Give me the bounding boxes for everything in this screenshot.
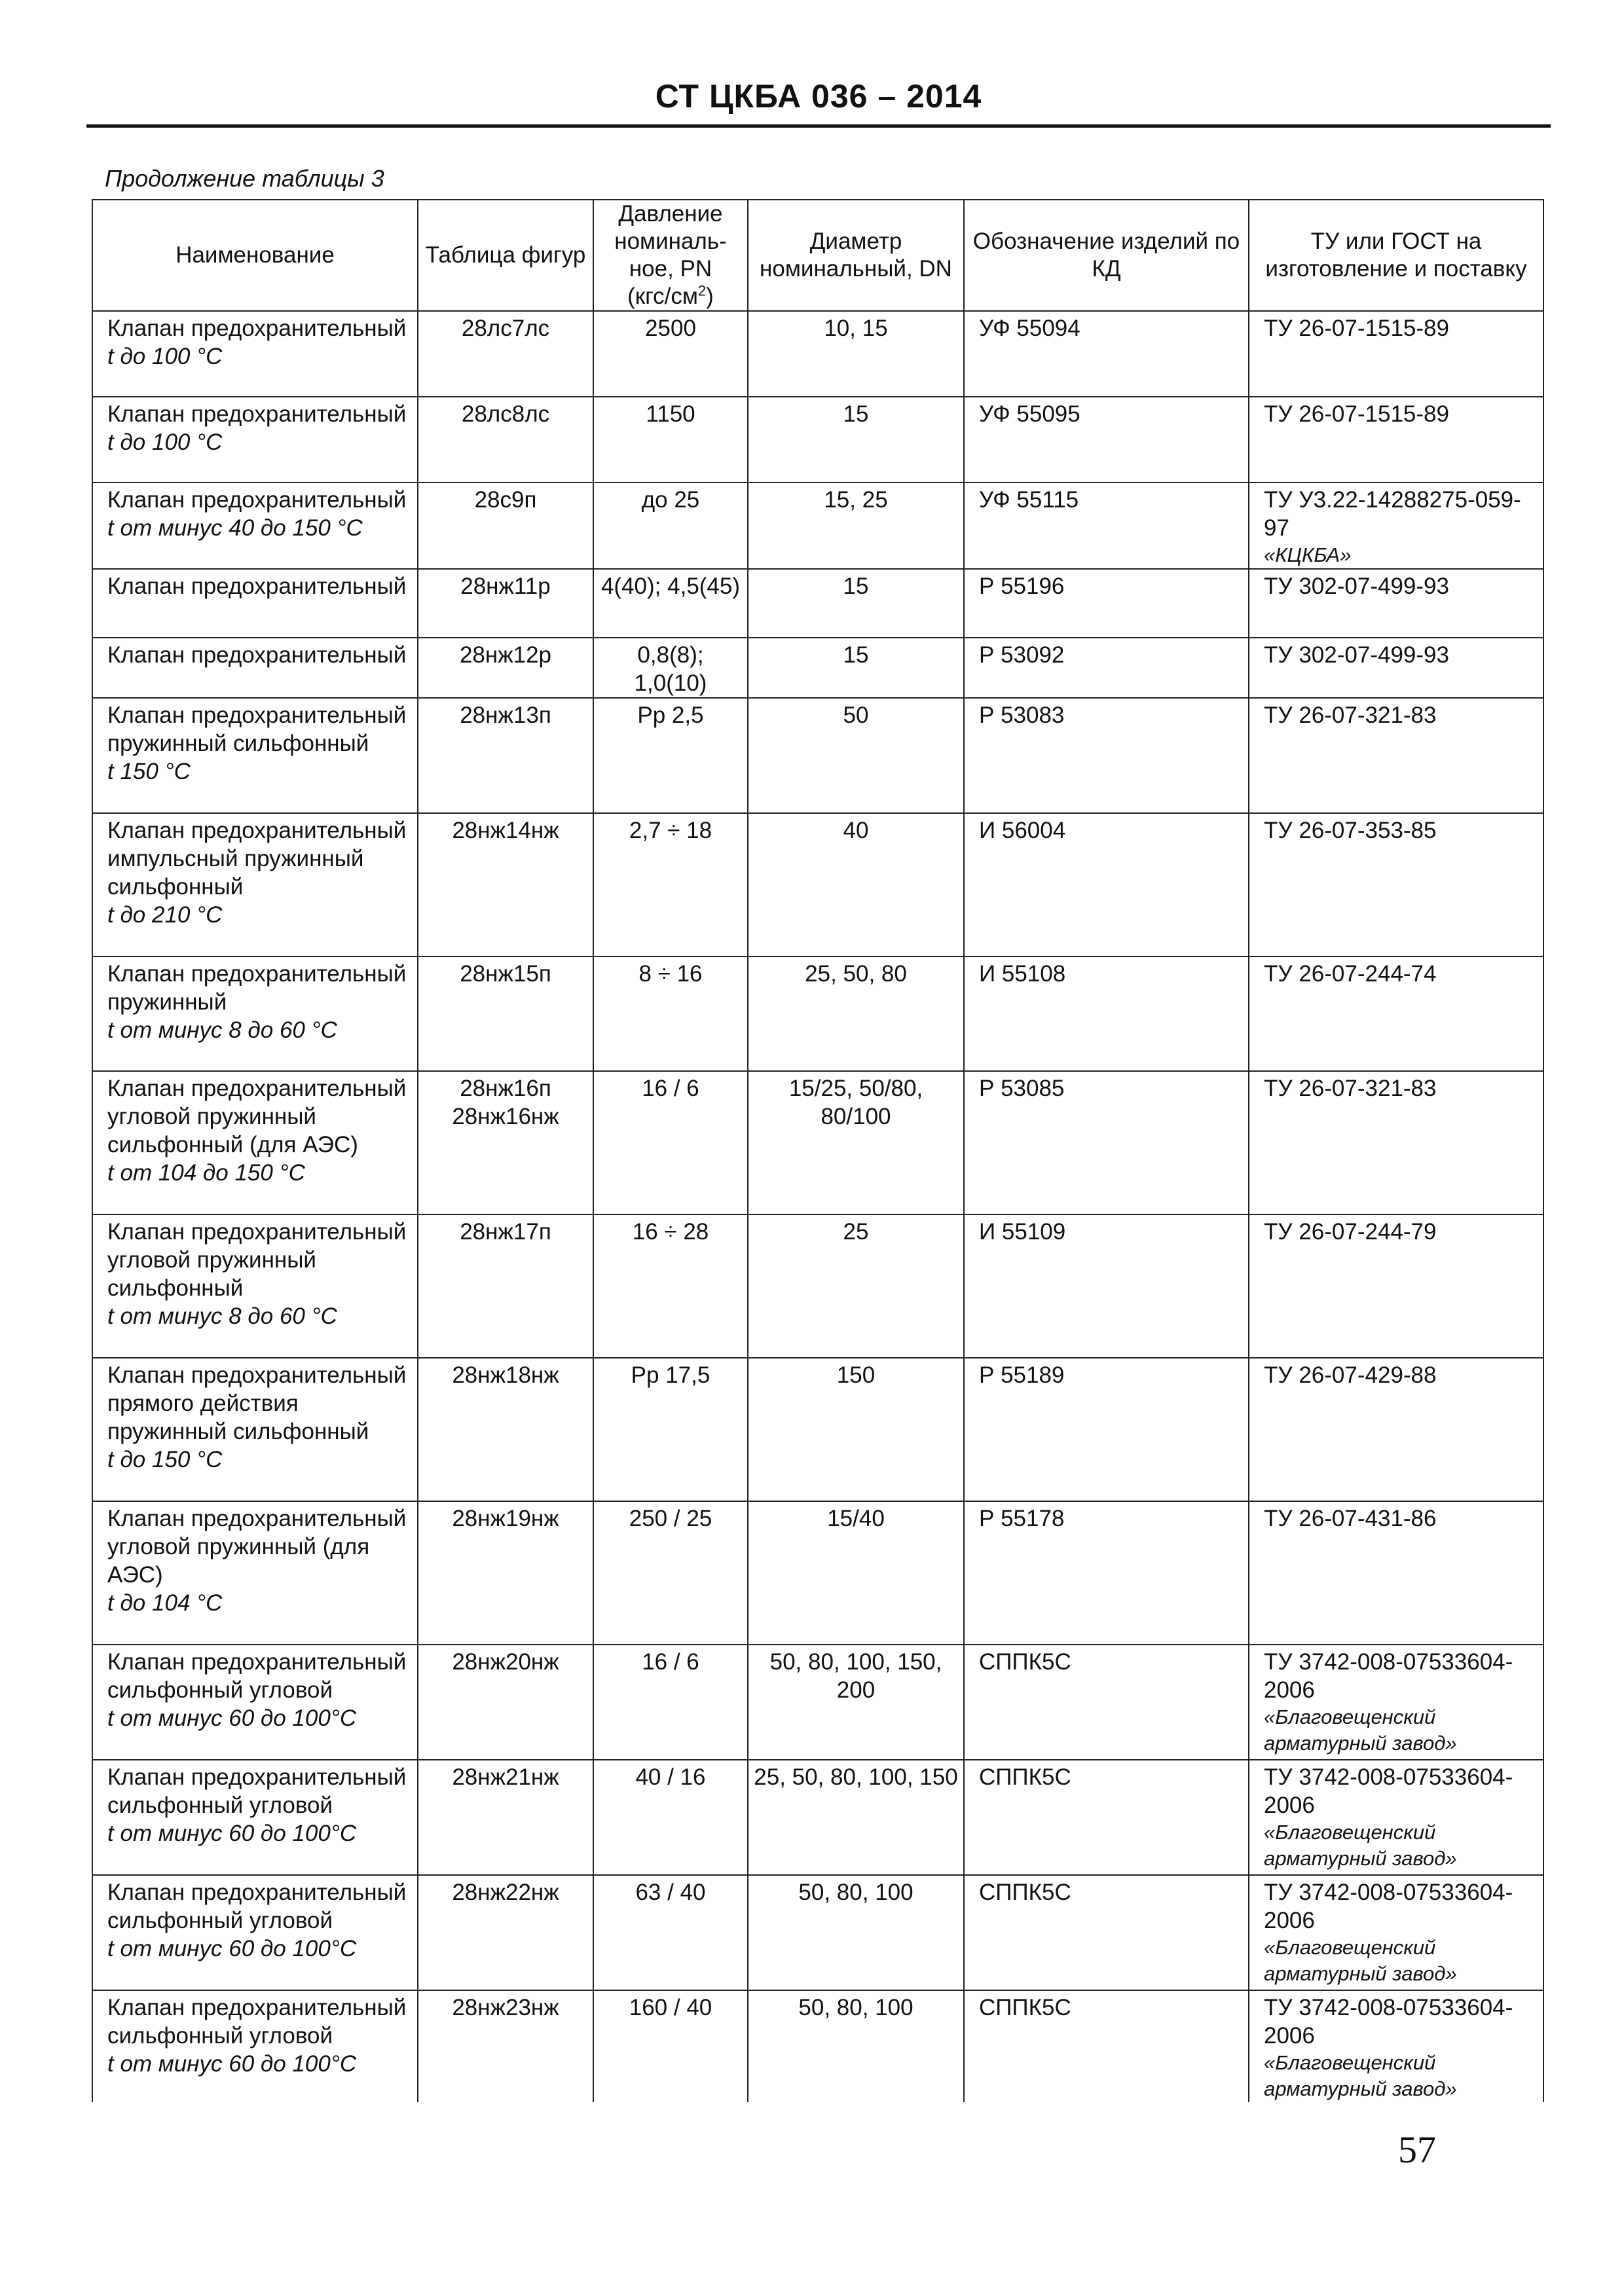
- cell-standard: [1249, 698, 1543, 813]
- cell-pressure: 4(40); 4,5(45): [593, 569, 748, 638]
- table-row: [92, 813, 1543, 957]
- cell-designation: Р 55178: [964, 1501, 1249, 1645]
- manufacturer-name: «Благовещенский арматурный завод»: [1264, 1821, 1457, 1870]
- cell-pressure: 160 / 40: [593, 1990, 748, 2102]
- standard-code: ТУ 26-07-353-85: [1264, 818, 1437, 843]
- cell-designation: СППК5С: [964, 1875, 1249, 1990]
- cell-pressure: 0,8(8); 1,0(10): [593, 638, 748, 698]
- valve-name: Клапан предохранительный: [107, 401, 407, 427]
- table-row: [92, 1501, 1543, 1645]
- cell-diameter: 15, 25: [748, 483, 964, 569]
- standard-code: ТУ 302-07-499-93: [1264, 642, 1449, 668]
- header-diameter: Диаметр номинальный, DN: [748, 200, 964, 311]
- cell-standard: [1249, 1071, 1543, 1214]
- cell-figure: 28лс8лс: [418, 397, 593, 483]
- cell-standard: [1249, 1501, 1543, 1645]
- cell-designation: Р 55196: [964, 569, 1249, 638]
- cell-designation: УФ 55115: [964, 483, 1249, 569]
- cell-name: [92, 569, 418, 638]
- valve-name: Клапан предохранительный: [107, 642, 407, 668]
- cell-name: [92, 813, 418, 957]
- cell-designation: Р 53083: [964, 698, 1249, 813]
- cell-pressure: 2500: [593, 311, 748, 397]
- standard-code: ТУ 3742-008-07533604-2006: [1264, 1649, 1513, 1703]
- cell-name: [92, 1071, 418, 1214]
- header-pressure-label: Давление номиналь-ное, PN: [614, 201, 727, 282]
- table-row: [92, 1214, 1543, 1358]
- cell-pressure: Рр 2,5: [593, 698, 748, 813]
- cell-designation: СППК5С: [964, 1990, 1249, 2102]
- temperature-range: t 150 °С: [107, 759, 191, 784]
- table-body: [92, 311, 1543, 2102]
- cell-pressure: 8 ÷ 16: [593, 957, 748, 1071]
- cell-diameter: 15: [748, 638, 964, 698]
- cell-pressure: 16 / 6: [593, 1071, 748, 1214]
- table-row: [92, 397, 1543, 483]
- cell-name: [92, 638, 418, 698]
- cell-figure: 28с9п: [418, 483, 593, 569]
- cell-diameter: 15: [748, 569, 964, 638]
- cell-figure: 28лс7лс: [418, 311, 593, 397]
- valve-name: Клапан предохранительный: [107, 487, 407, 513]
- cell-diameter: 25, 50, 80: [748, 957, 964, 1071]
- cell-designation: СППК5С: [964, 1645, 1249, 1760]
- cell-designation: СППК5С: [964, 1760, 1249, 1875]
- cell-diameter: 150: [748, 1358, 964, 1501]
- cell-name: [92, 1214, 418, 1358]
- standard-code: ТУ 26-07-244-74: [1264, 961, 1437, 987]
- standard-code: ТУ 26-07-431-86: [1264, 1506, 1437, 1531]
- cell-diameter: 25: [748, 1214, 964, 1358]
- cell-standard: [1249, 813, 1543, 957]
- cell-standard: [1249, 311, 1543, 397]
- cell-diameter: 50: [748, 698, 964, 813]
- cell-standard: [1249, 1645, 1543, 1760]
- cell-designation: Р 53085: [964, 1071, 1249, 1214]
- valve-name: Клапан предохранительный угловой пружинный сильфонный: [107, 1219, 407, 1301]
- cell-name: [92, 957, 418, 1071]
- cell-name: [92, 1358, 418, 1501]
- cell-standard: [1249, 569, 1543, 638]
- valve-name: Клапан предохранительный сильфонный угловой: [107, 1764, 407, 1818]
- manufacturer-name: «Благовещенский арматурный завод»: [1264, 2051, 1457, 2100]
- standard-code: ТУ 26-07-244-79: [1264, 1219, 1437, 1245]
- standard-code: ТУ 26-07-1515-89: [1264, 316, 1449, 341]
- header-pressure-unit: (кгс/см: [627, 283, 698, 309]
- table-row: [92, 698, 1543, 813]
- manufacturer-name: «Благовещенский арматурный завод»: [1264, 1705, 1457, 1755]
- cell-figure: 28нж18нж: [418, 1358, 593, 1501]
- cell-designation: Р 55189: [964, 1358, 1249, 1501]
- cell-figure: 28нж16п 28нж16нж: [418, 1071, 593, 1214]
- valve-table: [92, 199, 1544, 2102]
- standard-code: ТУ У3.22-14288275-059-97: [1264, 487, 1521, 541]
- cell-pressure: 63 / 40: [593, 1875, 748, 1990]
- valve-name: Клапан предохранительный: [107, 316, 407, 341]
- table-row: [92, 311, 1543, 397]
- header-pressure-unit-sup: 2: [697, 282, 707, 299]
- temperature-range: t от 104 до 150 °С: [107, 1160, 305, 1186]
- cell-figure: 28нж22нж: [418, 1875, 593, 1990]
- cell-standard: [1249, 1214, 1543, 1358]
- temperature-range: t до 104 °С: [107, 1590, 223, 1616]
- cell-standard: [1249, 1875, 1543, 1990]
- manufacturer-name: «Благовещенский арматурный завод»: [1264, 1936, 1457, 1985]
- cell-pressure: до 25: [593, 483, 748, 569]
- cell-designation: УФ 55094: [964, 311, 1249, 397]
- page-number: 57: [1398, 2128, 1436, 2171]
- temperature-range: t от минус 60 до 100°С: [107, 1705, 357, 1731]
- cell-figure: 28нж23нж: [418, 1990, 593, 2102]
- cell-name: [92, 483, 418, 569]
- standard-code: ТУ 3742-008-07533604-2006: [1264, 1995, 1513, 2049]
- valve-name: Клапан предохранительный угловой пружинный (для АЭС): [107, 1506, 407, 1588]
- standard-code: ТУ 26-07-429-88: [1264, 1362, 1437, 1388]
- standard-code: ТУ 3742-008-07533604-2006: [1264, 1880, 1513, 1933]
- cell-name: [92, 1990, 418, 2102]
- table-row: [92, 483, 1543, 569]
- cell-name: [92, 1760, 418, 1875]
- temperature-range: t до 150 °С: [107, 1447, 223, 1472]
- temperature-range: t до 100 °С: [107, 344, 223, 369]
- temperature-range: t до 210 °С: [107, 902, 223, 928]
- cell-designation: И 55109: [964, 1214, 1249, 1358]
- cell-diameter: 15: [748, 397, 964, 483]
- cell-diameter: 15/25, 50/80, 80/100: [748, 1071, 964, 1214]
- manufacturer-name: «КЦКБА»: [1264, 543, 1352, 566]
- valve-name: Клапан предохранительный угловой пружинный сильфонный (для АЭС): [107, 1076, 407, 1157]
- valve-name: Клапан предохранительный пружинный сильфонный: [107, 702, 407, 756]
- cell-pressure: 2,7 ÷ 18: [593, 813, 748, 957]
- temperature-range: t от минус 8 до 60 °С: [107, 1303, 337, 1329]
- cell-name: [92, 1645, 418, 1760]
- valve-name: Клапан предохранительный сильфонный угловой: [107, 1880, 407, 1933]
- cell-pressure: 40 / 16: [593, 1760, 748, 1875]
- table-row: [92, 1645, 1543, 1760]
- table-row: [92, 638, 1543, 698]
- standard-code: ТУ 302-07-499-93: [1264, 574, 1449, 599]
- standard-code: ТУ 26-07-321-83: [1264, 702, 1437, 728]
- header-pressure: [593, 200, 748, 311]
- table-row: [92, 569, 1543, 638]
- cell-standard: [1249, 1358, 1543, 1501]
- standard-code: ТУ 26-07-321-83: [1264, 1076, 1437, 1101]
- cell-pressure: 250 / 25: [593, 1501, 748, 1645]
- cell-name: [92, 311, 418, 397]
- cell-pressure: 16 / 6: [593, 1645, 748, 1760]
- document-title: СТ ЦКБА 036 – 2014: [655, 78, 982, 115]
- table-row: [92, 957, 1543, 1071]
- cell-standard: [1249, 638, 1543, 698]
- cell-figure: 28нж21нж: [418, 1760, 593, 1875]
- cell-figure: 28нж15п: [418, 957, 593, 1071]
- table-row: [92, 1760, 1543, 1875]
- cell-figure: 28нж17п: [418, 1214, 593, 1358]
- table-row: [92, 1358, 1543, 1501]
- cell-name: [92, 397, 418, 483]
- temperature-range: t от минус 40 до 150 °С: [107, 515, 363, 541]
- cell-name: [92, 1501, 418, 1645]
- cell-figure: 28нж14нж: [418, 813, 593, 957]
- header-pressure-unit-close: ): [706, 283, 714, 309]
- title-rule: [86, 124, 1551, 128]
- header-name: Наименование: [92, 200, 418, 311]
- temperature-range: t от минус 60 до 100°С: [107, 2051, 357, 2077]
- valve-name: Клапан предохранительный сильфонный угловой: [107, 1649, 407, 1703]
- cell-diameter: 50, 80, 100: [748, 1990, 964, 2102]
- cell-name: [92, 1875, 418, 1990]
- table-row: [92, 1990, 1543, 2102]
- cell-designation: Р 53092: [964, 638, 1249, 698]
- table-row: [92, 1875, 1543, 1990]
- cell-diameter: 40: [748, 813, 964, 957]
- valve-name: Клапан предохранительный сильфонный угловой: [107, 1995, 407, 2049]
- standard-code: ТУ 3742-008-07533604-2006: [1264, 1764, 1513, 1818]
- cell-designation: УФ 55095: [964, 397, 1249, 483]
- header-figure: Таблица фигур: [418, 200, 593, 311]
- cell-standard: [1249, 1760, 1543, 1875]
- cell-pressure: 16 ÷ 28: [593, 1214, 748, 1358]
- cell-designation: И 55108: [964, 957, 1249, 1071]
- valve-name: Клапан предохранительный пружинный: [107, 961, 407, 1015]
- cell-designation: И 56004: [964, 813, 1249, 957]
- valve-name: Клапан предохранительный прямого действия пружинный сильфонный: [107, 1362, 407, 1444]
- header-designation: Обозначение изделий по КД: [964, 200, 1249, 311]
- cell-standard: [1249, 483, 1543, 569]
- valve-name: Клапан предохранительный: [107, 574, 407, 599]
- cell-diameter: 15/40: [748, 1501, 964, 1645]
- temperature-range: t от минус 60 до 100°С: [107, 1936, 357, 1961]
- cell-figure: 28нж19нж: [418, 1501, 593, 1645]
- temperature-range: t от минус 8 до 60 °С: [107, 1017, 337, 1043]
- table-row: [92, 1071, 1543, 1214]
- table-caption: Продолжение таблицы 3: [105, 165, 384, 192]
- cell-figure: 28нж12р: [418, 638, 593, 698]
- cell-pressure: Рр 17,5: [593, 1358, 748, 1501]
- table-header-row: [92, 200, 1543, 311]
- temperature-range: t до 100 °С: [107, 429, 223, 455]
- temperature-range: t от минус 60 до 100°С: [107, 1821, 357, 1846]
- cell-diameter: 50, 80, 100: [748, 1875, 964, 1990]
- cell-standard: [1249, 957, 1543, 1071]
- cell-diameter: 25, 50, 80, 100, 150: [748, 1760, 964, 1875]
- cell-name: [92, 698, 418, 813]
- valve-name: Клапан предохранительный импульсный пружинный сильфонный: [107, 818, 407, 900]
- cell-diameter: 50, 80, 100, 150, 200: [748, 1645, 964, 1760]
- cell-figure: 28нж13п: [418, 698, 593, 813]
- cell-standard: [1249, 397, 1543, 483]
- cell-diameter: 10, 15: [748, 311, 964, 397]
- cell-figure: 28нж11р: [418, 569, 593, 638]
- standard-code: ТУ 26-07-1515-89: [1264, 401, 1449, 427]
- cell-standard: [1249, 1990, 1543, 2102]
- cell-pressure: 1150: [593, 397, 748, 483]
- header-standard: ТУ или ГОСТ на изготовление и поставку: [1249, 200, 1543, 311]
- cell-figure: 28нж20нж: [418, 1645, 593, 1760]
